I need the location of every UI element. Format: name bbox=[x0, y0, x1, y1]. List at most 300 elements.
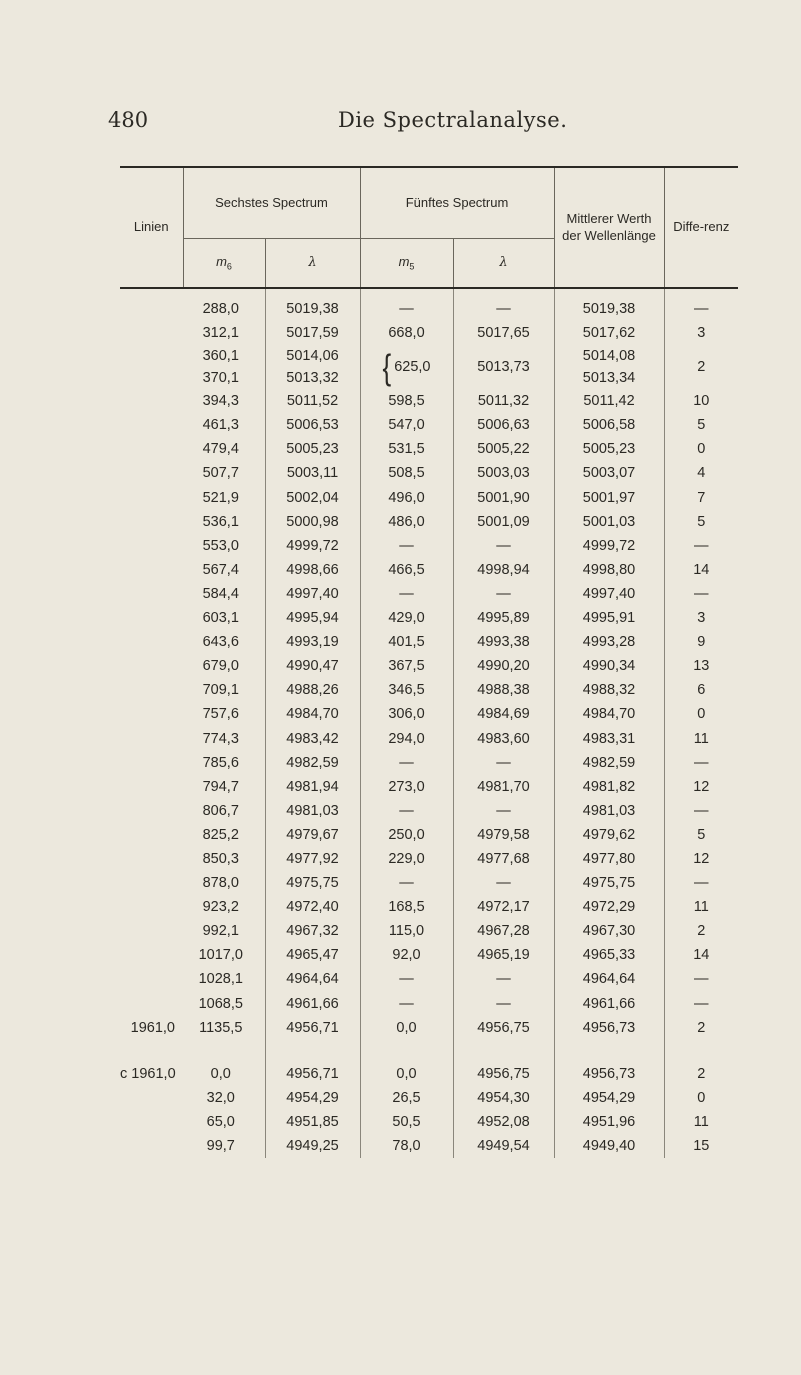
cell-lambda-5: 5001,09 bbox=[453, 510, 554, 534]
table-row bbox=[120, 799, 738, 823]
cell-m6: 709,1 bbox=[202, 682, 239, 699]
cell-m5: 250,0 bbox=[360, 823, 453, 847]
cell-linien bbox=[120, 1086, 183, 1110]
cell-linien bbox=[120, 654, 183, 678]
table-body bbox=[120, 288, 738, 1158]
cell-lambda-6: 5006,53 bbox=[265, 413, 360, 437]
cell-lambda-6: 4984,70 bbox=[265, 702, 360, 726]
cell-lambda-6: 4949,25 bbox=[265, 1134, 360, 1158]
cell-lambda-6: 4981,94 bbox=[265, 775, 360, 799]
cell-lambda-6: 5002,04 bbox=[265, 486, 360, 510]
cell-differenz: 11 bbox=[664, 895, 738, 919]
lambda-5-symbol: λ bbox=[499, 255, 508, 271]
cell-lambda-6: 4967,32 bbox=[265, 919, 360, 943]
table-row bbox=[120, 847, 738, 871]
cell-m6: 806,7 bbox=[202, 802, 239, 819]
cell-lambda-5: — bbox=[453, 871, 554, 895]
cell-linien bbox=[120, 895, 183, 919]
cell-differenz: 3 bbox=[664, 321, 738, 345]
cell-m6: 794,7 bbox=[202, 778, 239, 795]
table-row bbox=[120, 919, 738, 943]
cell-m6: 785,6 bbox=[202, 754, 239, 771]
cell-linien bbox=[120, 367, 183, 389]
cell-lambda-5: 4998,94 bbox=[453, 558, 554, 582]
cell-m5: 346,5 bbox=[360, 678, 453, 702]
cell-m5: 486,0 bbox=[360, 510, 453, 534]
cell-linien bbox=[120, 1110, 183, 1134]
cell-m6: 1068,5 bbox=[198, 995, 243, 1012]
cell-m6: 370,1 bbox=[202, 370, 239, 387]
cell-m6: 312,1 bbox=[202, 325, 239, 342]
cell-linien bbox=[120, 486, 183, 510]
table-row bbox=[120, 775, 738, 799]
cell-lambda-5: 4995,89 bbox=[453, 606, 554, 630]
cell-differenz: — bbox=[664, 534, 738, 558]
cell-m6: 394,3 bbox=[202, 393, 239, 410]
cell-mittlerer: 4961,66 bbox=[554, 992, 664, 1016]
cell-m5: 50,5 bbox=[360, 1110, 453, 1134]
cell-lambda-5: 4965,19 bbox=[453, 943, 554, 967]
cell-mittlerer: 5014,08 bbox=[554, 345, 664, 367]
cell-differenz: 15 bbox=[664, 1134, 738, 1158]
cell-m5-text: 625,0 bbox=[394, 359, 431, 376]
cell-mittlerer: 5006,58 bbox=[554, 413, 664, 437]
gap-cell bbox=[453, 1040, 554, 1062]
cell-linien: c 1961,0 bbox=[120, 1065, 176, 1082]
cell-m6: 679,0 bbox=[202, 658, 239, 675]
table-row bbox=[120, 345, 738, 367]
cell-m6: 1017,0 bbox=[198, 947, 243, 964]
cell-lambda-6: 5005,23 bbox=[265, 437, 360, 461]
col-lambda-6 bbox=[265, 239, 360, 289]
cell-linien bbox=[120, 1134, 183, 1158]
table-row bbox=[120, 992, 738, 1016]
cell-linien bbox=[120, 919, 183, 943]
cell-m5: 598,5 bbox=[360, 389, 453, 413]
cell-m6: 1028,1 bbox=[198, 971, 243, 988]
cell-lambda-6: 4975,75 bbox=[265, 871, 360, 895]
cell-mittlerer: 4956,73 bbox=[554, 1062, 664, 1086]
cell-linien bbox=[120, 345, 183, 367]
cell-lambda-6: 4981,03 bbox=[265, 799, 360, 823]
cell-mittlerer: 4975,75 bbox=[554, 871, 664, 895]
table-row bbox=[120, 654, 738, 678]
cell-lambda-6: 4993,19 bbox=[265, 630, 360, 654]
cell-linien bbox=[120, 967, 183, 991]
page-header bbox=[0, 108, 801, 138]
cell-lambda-5: — bbox=[453, 582, 554, 606]
cell-lambda-5: — bbox=[453, 288, 554, 321]
cell-m5: 0,0 bbox=[360, 1062, 453, 1086]
cell-lambda-6: 5003,11 bbox=[265, 461, 360, 485]
cell-lambda-6: 4965,47 bbox=[265, 943, 360, 967]
cell-m6: 567,4 bbox=[202, 561, 239, 578]
m6-subscript: 6 bbox=[226, 261, 232, 272]
cell-m5: 306,0 bbox=[360, 702, 453, 726]
brace-glyph: { bbox=[382, 347, 392, 388]
table-row bbox=[120, 871, 738, 895]
cell-lambda-5: 4988,38 bbox=[453, 678, 554, 702]
cell-linien bbox=[120, 943, 183, 967]
cell-linien bbox=[120, 751, 183, 775]
cell-m5: 273,0 bbox=[360, 775, 453, 799]
cell-linien bbox=[120, 389, 183, 413]
cell-differenz: 11 bbox=[664, 1110, 738, 1134]
cell-linien bbox=[120, 678, 183, 702]
cell-m5: — bbox=[360, 751, 453, 775]
cell-mittlerer: 4965,33 bbox=[554, 943, 664, 967]
table-row bbox=[120, 943, 738, 967]
table-row bbox=[120, 678, 738, 702]
table-row bbox=[120, 510, 738, 534]
cell-differenz: 12 bbox=[664, 775, 738, 799]
col-m5 bbox=[360, 239, 453, 289]
cell-m6: 536,1 bbox=[202, 513, 239, 530]
cell-differenz: — bbox=[664, 799, 738, 823]
cell-lambda-5: 4967,28 bbox=[453, 919, 554, 943]
table-row bbox=[120, 606, 738, 630]
m5-symbol: m bbox=[398, 253, 410, 269]
cell-mittlerer: 4949,40 bbox=[554, 1134, 664, 1158]
col-mittlerer-werth: Mittlerer Werth der Wellenlänge bbox=[554, 167, 664, 288]
cell-lambda-5: — bbox=[453, 799, 554, 823]
cell-linien bbox=[120, 727, 183, 751]
cell-m6: 878,0 bbox=[202, 875, 239, 892]
cell-lambda-5: — bbox=[453, 992, 554, 1016]
cell-m5: — bbox=[360, 871, 453, 895]
cell-m6: 461,3 bbox=[202, 417, 239, 434]
cell-differenz: — bbox=[664, 751, 738, 775]
cell-lambda-5: 5001,90 bbox=[453, 486, 554, 510]
table-row bbox=[120, 1134, 738, 1158]
cell-m5: 78,0 bbox=[360, 1134, 453, 1158]
cell-lambda-5 bbox=[453, 345, 554, 389]
cell-lambda-5: 4983,60 bbox=[453, 727, 554, 751]
cell-differenz: 0 bbox=[664, 702, 738, 726]
cell-linien bbox=[120, 606, 183, 630]
cell-mittlerer: 4981,03 bbox=[554, 799, 664, 823]
cell-mittlerer: 5013,34 bbox=[554, 367, 664, 389]
cell-mittlerer: 4990,34 bbox=[554, 654, 664, 678]
cell-m5: — bbox=[360, 582, 453, 606]
cell-mittlerer: 4981,82 bbox=[554, 775, 664, 799]
gap-cell bbox=[554, 1040, 664, 1062]
cell-m6: 65,0 bbox=[206, 1113, 235, 1130]
cell-m6: 757,6 bbox=[202, 706, 239, 723]
cell-differenz: 0 bbox=[664, 1086, 738, 1110]
cell-m6: 521,9 bbox=[202, 489, 239, 506]
cell-mittlerer: 4995,91 bbox=[554, 606, 664, 630]
cell-differenz: 14 bbox=[664, 558, 738, 582]
cell-lambda-6: 5014,06 bbox=[265, 345, 360, 367]
cell-lambda-5-text: 5013,73 bbox=[477, 359, 530, 376]
cell-linien bbox=[120, 630, 183, 654]
gap-cell bbox=[120, 1040, 183, 1062]
cell-mittlerer: 5001,97 bbox=[554, 486, 664, 510]
cell-lambda-6: 4961,66 bbox=[265, 992, 360, 1016]
cell-mittlerer: 5011,42 bbox=[554, 389, 664, 413]
cell-lambda-5: 5017,65 bbox=[453, 321, 554, 345]
cell-lambda-6: 5017,59 bbox=[265, 321, 360, 345]
cell-mittlerer: 4998,80 bbox=[554, 558, 664, 582]
cell-lambda-5: 4990,20 bbox=[453, 654, 554, 678]
cell-lambda-6: 4964,64 bbox=[265, 967, 360, 991]
cell-lambda-5: 4954,30 bbox=[453, 1086, 554, 1110]
cell-linien bbox=[120, 510, 183, 534]
cell-lambda-5: — bbox=[453, 751, 554, 775]
cell-m5: 531,5 bbox=[360, 437, 453, 461]
cell-linien bbox=[120, 321, 183, 345]
spectrum-table bbox=[120, 166, 738, 1158]
table-row bbox=[120, 823, 738, 847]
cell-lambda-6: 4988,26 bbox=[265, 678, 360, 702]
cell-mittlerer: 5005,23 bbox=[554, 437, 664, 461]
cell-m6: 360,1 bbox=[202, 348, 239, 365]
table-header bbox=[120, 167, 738, 288]
cell-linien bbox=[120, 437, 183, 461]
cell-lambda-5: — bbox=[453, 534, 554, 558]
spectrum-table-container bbox=[120, 166, 738, 1158]
cell-lambda-5: 4972,17 bbox=[453, 895, 554, 919]
table-row bbox=[120, 895, 738, 919]
cell-mittlerer: 4964,64 bbox=[554, 967, 664, 991]
cell-differenz: — bbox=[664, 871, 738, 895]
cell-m6: 774,3 bbox=[202, 730, 239, 747]
cell-lambda-5: 4956,75 bbox=[453, 1062, 554, 1086]
col-fuenftes-spectrum: Fünftes Spectrum bbox=[360, 167, 554, 239]
cell-linien bbox=[120, 992, 183, 1016]
cell-m6: 479,4 bbox=[202, 441, 239, 458]
table-row bbox=[120, 534, 738, 558]
cell-m6: 507,7 bbox=[202, 465, 239, 482]
gap-cell bbox=[664, 1040, 738, 1062]
cell-lambda-6: 4954,29 bbox=[265, 1086, 360, 1110]
cell-m5: 92,0 bbox=[360, 943, 453, 967]
cell-linien bbox=[120, 823, 183, 847]
cell-differenz bbox=[664, 345, 738, 389]
cell-mittlerer: 4956,73 bbox=[554, 1016, 664, 1040]
col-linien: Linien bbox=[133, 219, 169, 235]
table-row bbox=[120, 389, 738, 413]
cell-m6: 603,1 bbox=[202, 610, 239, 627]
cell-mittlerer: 4988,32 bbox=[554, 678, 664, 702]
cell-linien bbox=[120, 775, 183, 799]
cell-differenz-text: 2 bbox=[697, 359, 706, 376]
table-row bbox=[120, 413, 738, 437]
cell-differenz: 5 bbox=[664, 510, 738, 534]
cell-lambda-5: 4984,69 bbox=[453, 702, 554, 726]
cell-m6: 0,0 bbox=[210, 1065, 231, 1082]
cell-mittlerer: 4984,70 bbox=[554, 702, 664, 726]
cell-m6: 850,3 bbox=[202, 850, 239, 867]
cell-differenz: 5 bbox=[664, 823, 738, 847]
cell-lambda-6: 4983,42 bbox=[265, 727, 360, 751]
table-row bbox=[120, 288, 738, 321]
cell-lambda-6: 4982,59 bbox=[265, 751, 360, 775]
table-row bbox=[120, 321, 738, 345]
cell-linien bbox=[120, 413, 183, 437]
cell-differenz: 9 bbox=[664, 630, 738, 654]
cell-differenz: 11 bbox=[664, 727, 738, 751]
cell-lambda-5: — bbox=[453, 967, 554, 991]
cell-m5: 401,5 bbox=[360, 630, 453, 654]
table-row bbox=[120, 751, 738, 775]
cell-m5: 508,5 bbox=[360, 461, 453, 485]
table-row bbox=[120, 1086, 738, 1110]
cell-mittlerer: 4982,59 bbox=[554, 751, 664, 775]
cell-m5: — bbox=[360, 799, 453, 823]
table-row bbox=[120, 486, 738, 510]
cell-m5: 26,5 bbox=[360, 1086, 453, 1110]
cell-linien bbox=[120, 799, 183, 823]
cell-mittlerer: 5017,62 bbox=[554, 321, 664, 345]
table-row bbox=[120, 582, 738, 606]
table-row bbox=[120, 437, 738, 461]
cell-lambda-5: 5005,22 bbox=[453, 437, 554, 461]
cell-m6: 584,4 bbox=[202, 585, 239, 602]
cell-differenz: 7 bbox=[664, 486, 738, 510]
row-gap bbox=[120, 1040, 738, 1062]
cell-linien bbox=[120, 582, 183, 606]
cell-m5: 115,0 bbox=[360, 919, 453, 943]
gap-cell bbox=[265, 1040, 360, 1062]
cell-m6: 99,7 bbox=[206, 1138, 235, 1154]
table-row bbox=[120, 558, 738, 582]
page-number: 480 bbox=[108, 108, 149, 132]
gap-cell bbox=[183, 1040, 265, 1062]
cell-m6: 923,2 bbox=[202, 899, 239, 916]
cell-m5: 367,5 bbox=[360, 654, 453, 678]
cell-m6: 825,2 bbox=[202, 826, 239, 843]
cell-lambda-5: 4977,68 bbox=[453, 847, 554, 871]
cell-lambda-5: 4956,75 bbox=[453, 1016, 554, 1040]
cell-mittlerer: 5003,07 bbox=[554, 461, 664, 485]
cell-linien: 1961,0 bbox=[130, 1019, 175, 1036]
cell-m5: 466,5 bbox=[360, 558, 453, 582]
cell-lambda-6: 4951,85 bbox=[265, 1110, 360, 1134]
cell-mittlerer: 4967,30 bbox=[554, 919, 664, 943]
cell-differenz: 2 bbox=[664, 1062, 738, 1086]
cell-differenz: 13 bbox=[664, 654, 738, 678]
table-row bbox=[120, 1110, 738, 1134]
table-row bbox=[120, 1016, 738, 1040]
cell-lambda-5: 5003,03 bbox=[453, 461, 554, 485]
cell-lambda-6: 4977,92 bbox=[265, 847, 360, 871]
col-sechstes-spectrum: Sechstes Spectrum bbox=[183, 167, 360, 239]
cell-linien bbox=[120, 288, 183, 321]
cell-m5: — bbox=[360, 992, 453, 1016]
cell-differenz: 4 bbox=[664, 461, 738, 485]
cell-linien bbox=[120, 702, 183, 726]
cell-mittlerer: 4977,80 bbox=[554, 847, 664, 871]
cell-m5: — bbox=[360, 288, 453, 321]
col-m6 bbox=[183, 239, 265, 289]
cell-m5: 229,0 bbox=[360, 847, 453, 871]
cell-lambda-5: 4952,08 bbox=[453, 1110, 554, 1134]
cell-differenz: 2 bbox=[664, 919, 738, 943]
cell-lambda-6: 4998,66 bbox=[265, 558, 360, 582]
cell-lambda-6: 4997,40 bbox=[265, 582, 360, 606]
m5-subscript: 5 bbox=[409, 261, 415, 272]
cell-linien bbox=[120, 558, 183, 582]
cell-linien bbox=[120, 847, 183, 871]
cell-lambda-5: 5006,63 bbox=[453, 413, 554, 437]
cell-differenz: — bbox=[664, 288, 738, 321]
cell-lambda-6: 5013,32 bbox=[265, 367, 360, 389]
cell-mittlerer: 4954,29 bbox=[554, 1086, 664, 1110]
cell-mittlerer: 4993,28 bbox=[554, 630, 664, 654]
cell-differenz: 0 bbox=[664, 437, 738, 461]
cell-mittlerer: 4951,96 bbox=[554, 1110, 664, 1134]
cell-lambda-5: 4981,70 bbox=[453, 775, 554, 799]
cell-m5: 0,0 bbox=[360, 1016, 453, 1040]
running-title: Die Spectralanalyse. bbox=[338, 108, 568, 132]
cell-differenz: 3 bbox=[664, 606, 738, 630]
cell-differenz: 6 bbox=[664, 678, 738, 702]
table-row bbox=[120, 461, 738, 485]
cell-lambda-5: 4979,58 bbox=[453, 823, 554, 847]
cell-m5: 668,0 bbox=[360, 321, 453, 345]
cell-lambda-6: 4999,72 bbox=[265, 534, 360, 558]
cell-linien bbox=[120, 461, 183, 485]
cell-mittlerer: 4997,40 bbox=[554, 582, 664, 606]
gap-cell bbox=[360, 1040, 453, 1062]
cell-lambda-6: 5000,98 bbox=[265, 510, 360, 534]
cell-lambda-5: 5011,32 bbox=[453, 389, 554, 413]
cell-m6: 32,0 bbox=[206, 1089, 235, 1106]
cell-linien bbox=[120, 871, 183, 895]
cell-m6: 288,0 bbox=[202, 301, 239, 317]
cell-m5: 168,5 bbox=[360, 895, 453, 919]
cell-differenz: 5 bbox=[664, 413, 738, 437]
cell-mittlerer: 5001,03 bbox=[554, 510, 664, 534]
cell-m5: 496,0 bbox=[360, 486, 453, 510]
cell-mittlerer: 4972,29 bbox=[554, 895, 664, 919]
cell-m6: 553,0 bbox=[202, 537, 239, 554]
cell-differenz: — bbox=[664, 582, 738, 606]
cell-mittlerer: 5019,38 bbox=[554, 288, 664, 321]
cell-lambda-6: 4956,71 bbox=[265, 1016, 360, 1040]
cell-differenz: 10 bbox=[664, 389, 738, 413]
cell-m5: 547,0 bbox=[360, 413, 453, 437]
table-row bbox=[120, 702, 738, 726]
table-row bbox=[120, 630, 738, 654]
cell-m6: 1135,5 bbox=[199, 1019, 243, 1036]
cell-lambda-5: 4993,38 bbox=[453, 630, 554, 654]
cell-lambda-5: 4949,54 bbox=[453, 1134, 554, 1158]
cell-lambda-6: 4972,40 bbox=[265, 895, 360, 919]
col-lambda-5 bbox=[453, 239, 554, 289]
cell-m5: — bbox=[360, 534, 453, 558]
cell-lambda-6: 5019,38 bbox=[265, 288, 360, 321]
cell-lambda-6: 4956,71 bbox=[265, 1062, 360, 1086]
cell-differenz: 12 bbox=[664, 847, 738, 871]
col-differenz: Diffe-renz bbox=[664, 167, 738, 288]
cell-lambda-6: 4979,67 bbox=[265, 823, 360, 847]
cell-mittlerer: 4979,62 bbox=[554, 823, 664, 847]
m6-symbol: m bbox=[216, 253, 227, 269]
table-row bbox=[120, 1062, 738, 1086]
cell-m5 bbox=[360, 345, 453, 389]
cell-differenz: — bbox=[664, 992, 738, 1016]
cell-lambda-6: 4990,47 bbox=[265, 654, 360, 678]
cell-differenz: 2 bbox=[664, 1016, 738, 1040]
table-row bbox=[120, 727, 738, 751]
cell-m6: 643,6 bbox=[202, 634, 239, 651]
cell-mittlerer: 4999,72 bbox=[554, 534, 664, 558]
lambda-6-symbol: λ bbox=[308, 255, 317, 271]
cell-m5: 294,0 bbox=[360, 727, 453, 751]
